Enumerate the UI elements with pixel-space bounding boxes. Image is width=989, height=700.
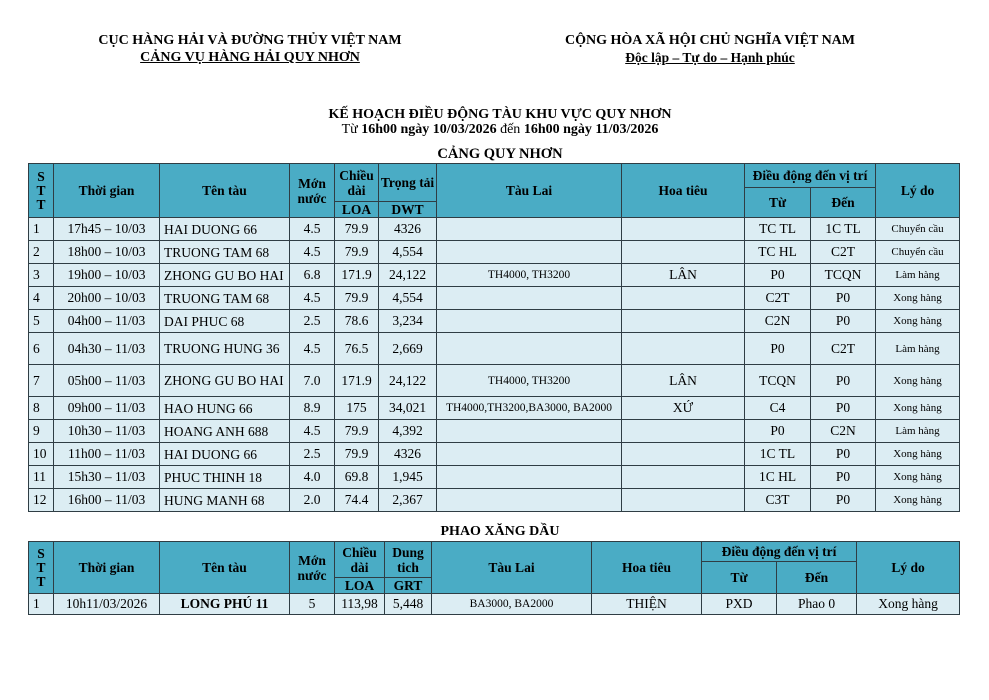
cell-from: P0	[745, 420, 811, 443]
cell-tug	[437, 218, 622, 241]
period-mid: đến	[496, 122, 524, 137]
cell-to: P0	[811, 397, 876, 420]
cell-dwt: 4,554	[379, 287, 437, 310]
header-time: Thời gian	[54, 542, 160, 594]
cell-loa: 78.6	[335, 310, 379, 333]
cell-to: P0	[811, 287, 876, 310]
header-tonnage-unit: DWT	[379, 202, 437, 218]
section-title-fuel-buoy: PHAO XĂNG DẦU	[440, 524, 560, 539]
cell-ship: TRUONG TAM 68	[160, 241, 290, 264]
header-ship: Tên tàu	[160, 542, 290, 594]
table-row	[29, 365, 960, 397]
cell-to: P0	[811, 310, 876, 333]
cell-dwt: 4,392	[379, 420, 437, 443]
cell-to: Phao 0	[777, 594, 857, 615]
cell-stt: 9	[29, 420, 54, 443]
cell-stt: 3	[29, 264, 54, 287]
cell-pilot	[622, 218, 745, 241]
cell-draft: 4.5	[290, 287, 335, 310]
cell-stt: 8	[29, 397, 54, 420]
cell-from: C2N	[745, 310, 811, 333]
cell-tug	[437, 443, 622, 466]
cell-draft: 2.5	[290, 310, 335, 333]
cell-reason: Làm hàng	[876, 420, 960, 443]
cell-dwt: 34,021	[379, 397, 437, 420]
header-pilot: Hoa tiêu	[622, 164, 745, 218]
table-row	[29, 218, 960, 241]
cell-loa: 74.4	[335, 489, 379, 512]
cell-ship: ZHONG GU BO HAI	[160, 264, 290, 287]
cell-pilot	[622, 466, 745, 489]
cell-dwt: 24,122	[379, 365, 437, 397]
cell-ship: TRUONG TAM 68	[160, 287, 290, 310]
cell-loa: 79.9	[335, 241, 379, 264]
cell-tug	[437, 310, 622, 333]
period-from-prefix: Từ	[341, 122, 362, 137]
cell-from: P0	[745, 264, 811, 287]
header-tug: Tàu Lai	[432, 542, 592, 594]
cell-to: P0	[811, 466, 876, 489]
table-row	[29, 397, 960, 420]
document-title: KẾ HOẠCH ĐIỀU ĐỘNG TÀU KHU VỰC QUY NHƠN	[328, 107, 672, 122]
header-tonnage: Trọng tải	[379, 164, 437, 202]
header-to: Đến	[777, 562, 857, 594]
cell-dwt: 3,234	[379, 310, 437, 333]
document-period	[250, 122, 750, 138]
cell-draft: 4.5	[290, 241, 335, 264]
table-row	[29, 287, 960, 310]
section-title-quy-nhon: CẢNG QUY NHƠN	[437, 146, 563, 162]
period-from-time: 16h00 ngày 10/03/2026	[361, 122, 497, 137]
header-draft: Mớn nước	[290, 164, 335, 218]
cell-tug	[437, 466, 622, 489]
cell-draft: 8.9	[290, 397, 335, 420]
cell-ship: PHUC THINH 18	[160, 466, 290, 489]
cell-reason: Xong hàng	[876, 287, 960, 310]
cell-loa: 76.5	[335, 333, 379, 365]
cell-stt: 4	[29, 287, 54, 310]
cell-draft: 6.8	[290, 264, 335, 287]
cell-reason: Xong hàng	[857, 594, 960, 615]
cell-loa: 79.9	[335, 218, 379, 241]
header-reason: Lý do	[857, 542, 960, 594]
agency-header	[60, 32, 440, 66]
cell-tug: TH4000,TH3200,BA3000, BA2000	[437, 397, 622, 420]
cell-to: C2T	[811, 241, 876, 264]
national-header	[540, 32, 880, 66]
cell-time: 18h00 – 10/03	[54, 241, 160, 264]
cell-to: 1C TL	[811, 218, 876, 241]
table-row	[29, 443, 960, 466]
cell-loa: 69.8	[335, 466, 379, 489]
cell-from: C3T	[745, 489, 811, 512]
cell-dwt: 1,945	[379, 466, 437, 489]
cell-pilot	[622, 241, 745, 264]
cell-draft: 4.5	[290, 420, 335, 443]
header-length: Chiều dài	[335, 542, 385, 578]
cell-pilot	[622, 420, 745, 443]
cell-loa: 79.9	[335, 420, 379, 443]
cell-from: TC HL	[745, 241, 811, 264]
cell-pilot: XỨ	[622, 397, 745, 420]
cell-tug	[437, 333, 622, 365]
table-row	[29, 466, 960, 489]
agency-name: CỤC HÀNG HẢI VÀ ĐƯỜNG THỦY VIỆT NAM	[98, 33, 402, 48]
cell-pilot: LÂN	[622, 264, 745, 287]
cell-stt: 10	[29, 443, 54, 466]
header-stt: S T T	[29, 542, 54, 594]
cell-reason: Xong hàng	[876, 443, 960, 466]
cell-time: 15h30 – 11/03	[54, 466, 160, 489]
schedule-table-fuel-buoy	[28, 541, 960, 615]
cell-stt: 7	[29, 365, 54, 397]
cell-from: 1C TL	[745, 443, 811, 466]
header-capacity-unit: GRT	[385, 578, 432, 594]
cell-time: 10h30 – 11/03	[54, 420, 160, 443]
header-pilot: Hoa tiêu	[592, 542, 702, 594]
cell-to: C2T	[811, 333, 876, 365]
cell-dwt: 2,367	[379, 489, 437, 512]
cell-to: P0	[811, 489, 876, 512]
cell-time: 04h00 – 11/03	[54, 310, 160, 333]
cell-loa: 79.9	[335, 443, 379, 466]
header-from: Từ	[745, 188, 811, 218]
cell-time: 11h00 – 11/03	[54, 443, 160, 466]
cell-ship: HAI DUONG 66	[160, 443, 290, 466]
cell-ship: HOANG ANH 688	[160, 420, 290, 443]
header-ship: Tên tàu	[160, 164, 290, 218]
header-time: Thời gian	[54, 164, 160, 218]
cell-time: 10h11/03/2026	[54, 594, 160, 615]
cell-time: 16h00 – 11/03	[54, 489, 160, 512]
cell-reason: Xong hàng	[876, 489, 960, 512]
cell-reason: Xong hàng	[876, 466, 960, 489]
cell-stt: 1	[29, 218, 54, 241]
cell-reason: Làm hàng	[876, 264, 960, 287]
cell-tug: TH4000, TH3200	[437, 264, 622, 287]
national-title: CỘNG HÒA XÃ HỘI CHỦ NGHĨA VIỆT NAM	[564, 33, 855, 48]
cell-reason: Xong hàng	[876, 397, 960, 420]
cell-stt: 2	[29, 241, 54, 264]
header-length-unit: LOA	[335, 202, 379, 218]
header-from: Từ	[702, 562, 777, 594]
cell-grt: 5,448	[385, 594, 432, 615]
header-reason: Lý do	[876, 164, 960, 218]
table-row	[29, 333, 960, 365]
cell-loa: 113,98	[335, 594, 385, 615]
cell-loa: 171.9	[335, 264, 379, 287]
cell-pilot	[622, 310, 745, 333]
cell-stt: 5	[29, 310, 54, 333]
header-to: Đến	[811, 188, 876, 218]
cell-loa: 171.9	[335, 365, 379, 397]
cell-to: P0	[811, 365, 876, 397]
cell-stt: 1	[29, 594, 54, 615]
header-length-unit: LOA	[335, 578, 385, 594]
table-row	[29, 420, 960, 443]
cell-reason: Xong hàng	[876, 310, 960, 333]
table-row	[29, 489, 960, 512]
cell-stt: 11	[29, 466, 54, 489]
cell-time: 04h30 – 11/03	[54, 333, 160, 365]
cell-loa: 79.9	[335, 287, 379, 310]
cell-draft: 7.0	[290, 365, 335, 397]
cell-loa: 175	[335, 397, 379, 420]
header-draft: Mớn nước	[290, 542, 335, 594]
cell-time: 17h45 – 10/03	[54, 218, 160, 241]
table-row	[29, 594, 960, 615]
cell-tug: TH4000, TH3200	[437, 365, 622, 397]
schedule-table-quy-nhon	[28, 163, 960, 512]
cell-dwt: 4,554	[379, 241, 437, 264]
cell-dwt: 24,122	[379, 264, 437, 287]
cell-tug	[437, 420, 622, 443]
cell-draft: 4.5	[290, 218, 335, 241]
cell-ship: HAO HUNG 66	[160, 397, 290, 420]
cell-time: 19h00 – 10/03	[54, 264, 160, 287]
cell-ship: DAI PHUC 68	[160, 310, 290, 333]
header-move: Điều động đến vị trí	[745, 164, 876, 188]
cell-reason: Chuyển cầu	[876, 241, 960, 264]
cell-time: 05h00 – 11/03	[54, 365, 160, 397]
cell-reason: Xong hàng	[876, 365, 960, 397]
cell-pilot	[622, 287, 745, 310]
cell-pilot: LÂN	[622, 365, 745, 397]
cell-dwt: 2,669	[379, 333, 437, 365]
cell-ship: TRUONG HUNG 36	[160, 333, 290, 365]
header-length: Chiều dài	[335, 164, 379, 202]
cell-ship: HAI DUONG 66	[160, 218, 290, 241]
cell-ship: LONG PHÚ 11	[160, 594, 290, 615]
cell-time: 20h00 – 10/03	[54, 287, 160, 310]
table-row	[29, 264, 960, 287]
cell-from: TCQN	[745, 365, 811, 397]
cell-dwt: 4326	[379, 443, 437, 466]
cell-to: C2N	[811, 420, 876, 443]
port-authority-name: CẢNG VỤ HÀNG HẢI QUY NHƠN	[140, 50, 360, 65]
cell-from: PXD	[702, 594, 777, 615]
cell-time: 09h00 – 11/03	[54, 397, 160, 420]
cell-from: C4	[745, 397, 811, 420]
period-to-time: 16h00 ngày 11/03/2026	[523, 122, 659, 137]
cell-pilot	[622, 333, 745, 365]
header-move: Điều động đến vị trí	[702, 542, 857, 562]
cell-tug	[437, 241, 622, 264]
cell-to: TCQN	[811, 264, 876, 287]
cell-pilot	[622, 443, 745, 466]
cell-tug: BA3000, BA2000	[432, 594, 592, 615]
header-capacity: Dung tich	[385, 542, 432, 578]
cell-draft: 4.0	[290, 466, 335, 489]
cell-draft: 5	[290, 594, 335, 615]
cell-from: P0	[745, 333, 811, 365]
cell-draft: 2.0	[290, 489, 335, 512]
cell-ship: ZHONG GU BO HAI	[160, 365, 290, 397]
cell-draft: 4.5	[290, 333, 335, 365]
cell-dwt: 4326	[379, 218, 437, 241]
cell-tug	[437, 287, 622, 310]
cell-ship: HUNG MANH 68	[160, 489, 290, 512]
cell-to: P0	[811, 443, 876, 466]
cell-reason: Chuyển cầu	[876, 218, 960, 241]
cell-reason: Làm hàng	[876, 333, 960, 365]
cell-from: 1C HL	[745, 466, 811, 489]
table-row	[29, 241, 960, 264]
header-stt: S T T	[29, 164, 54, 218]
header-tug: Tàu Lai	[437, 164, 622, 218]
cell-pilot	[622, 489, 745, 512]
cell-stt: 12	[29, 489, 54, 512]
table-row	[29, 310, 960, 333]
cell-pilot: THIỆN	[592, 594, 702, 615]
cell-stt: 6	[29, 333, 54, 365]
cell-from: TC TL	[745, 218, 811, 241]
cell-tug	[437, 489, 622, 512]
cell-draft: 2.5	[290, 443, 335, 466]
cell-from: C2T	[745, 287, 811, 310]
national-motto: Độc lập – Tự do – Hạnh phúc	[625, 50, 795, 65]
